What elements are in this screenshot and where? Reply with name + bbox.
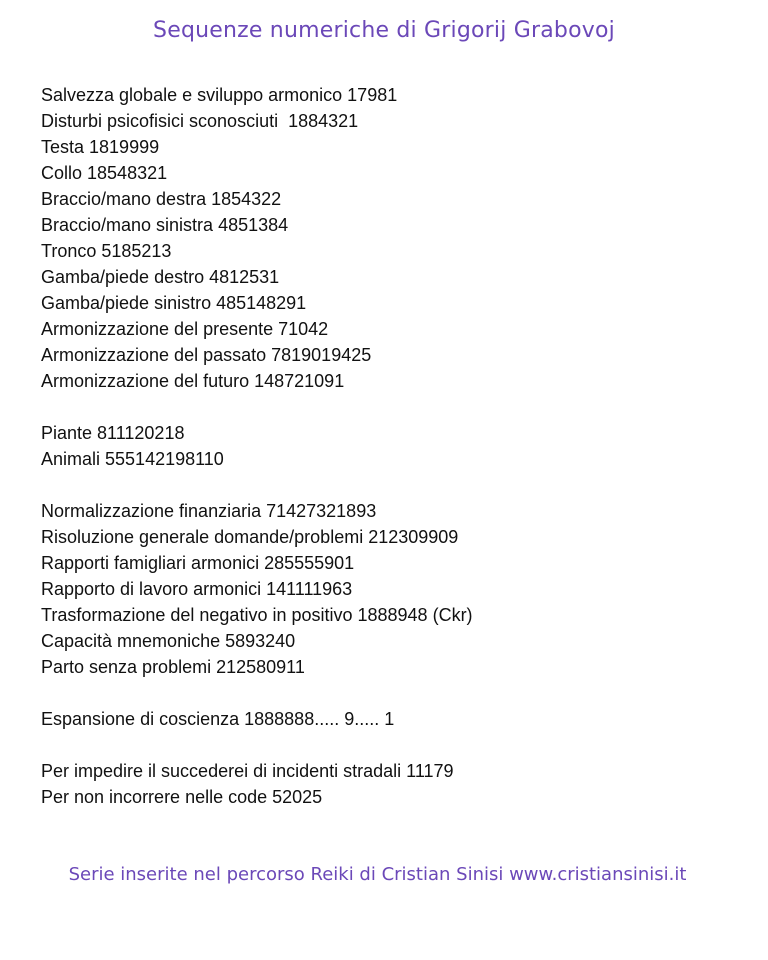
- sequence-line: Testa 1819999: [41, 137, 160, 157]
- sequence-line: Braccio/mano sinistra 4851384: [41, 215, 289, 235]
- sequence-list: [41, 82, 741, 836]
- sequence-line: Capacità mnemoniche 5893240: [41, 631, 296, 651]
- sequence-line: Rapporti famigliari armonici 285555901: [41, 553, 355, 573]
- sequence-line: Per non incorrere nelle code 52025: [41, 787, 323, 807]
- sequence-group-life: [41, 498, 741, 680]
- sequence-line: Disturbi psicofisici sconosciuti 1884321: [41, 111, 359, 131]
- sequence-group-body: [41, 82, 741, 394]
- sequence-line: Animali 555142198110: [41, 449, 224, 469]
- sequence-line: Risoluzione generale domande/problemi 212309909: [41, 527, 459, 547]
- sequence-group-travel: [41, 758, 741, 810]
- sequence-line: Gamba/piede destro 4812531: [41, 267, 280, 287]
- sequence-line: Braccio/mano destra 1854322: [41, 189, 282, 209]
- sequence-line: Gamba/piede sinistro 485148291: [41, 293, 307, 313]
- sequence-line: Normalizzazione finanziaria 71427321893: [41, 501, 377, 521]
- sequence-line: Tronco 5185213: [41, 241, 172, 261]
- sequence-line: Armonizzazione del presente 71042: [41, 319, 329, 339]
- sequence-line: Piante 811120218: [41, 423, 185, 443]
- sequence-line: Armonizzazione del futuro 148721091: [41, 371, 345, 391]
- footer-credit: Serie inserite nel percorso Reiki di Cristian Sinisi www.cristiansinisi.it: [68, 864, 687, 885]
- sequence-group-nature: [41, 420, 741, 472]
- sequence-line: Trasformazione del negativo in positivo 1888948 (Ckr): [41, 605, 473, 625]
- page-title: Sequenze numeriche di Grigorij Grabovoj: [153, 18, 615, 43]
- sequence-line: Armonizzazione del passato 7819019425: [41, 345, 372, 365]
- sequence-line: Per impedire il succederei di incidenti stradali 11179: [41, 761, 454, 781]
- sequence-line: Salvezza globale e sviluppo armonico 17981: [41, 85, 398, 105]
- sequence-line: Espansione di coscienza 1888888..... 9..... 1: [41, 709, 395, 729]
- sequence-line: Collo 18548321: [41, 163, 168, 183]
- sequence-line: Parto senza problemi 212580911: [41, 657, 305, 677]
- sequence-line: Rapporto di lavoro armonici 141111963: [41, 579, 353, 599]
- sequence-group-consciousness: [41, 706, 741, 732]
